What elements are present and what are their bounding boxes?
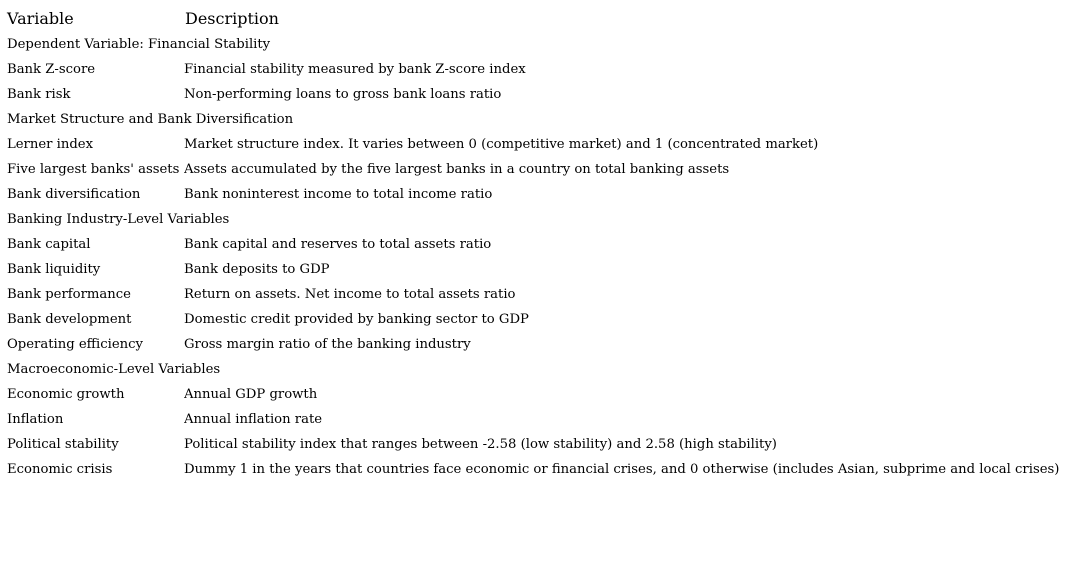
section-heading: Macroeconomic-Level Variables (7, 362, 221, 377)
table-row (7, 57, 1062, 82)
variable-description: Return on assets. Net income to total assets ratio (184, 287, 516, 302)
variable-description: Annual GDP growth (184, 387, 318, 402)
variable-description: Annual inflation rate (184, 412, 323, 427)
variable-name: Bank liquidity (7, 262, 101, 277)
table-row (7, 457, 1062, 482)
table-row (7, 257, 1062, 282)
variable-description: Bank deposits to GDP (184, 262, 330, 277)
variable-description: Bank noninterest income to total income ratio (184, 187, 493, 202)
table-row (7, 157, 1062, 182)
variable-name: Operating efficiency (7, 337, 143, 352)
variable-description: Market structure index. It varies between 0 (competitive market) and 1 (concentrated market) (184, 137, 819, 152)
table-row (7, 407, 1062, 432)
variable-name: Five largest banks' assets (7, 162, 180, 177)
table-row (7, 282, 1062, 307)
variable-name: Bank Z-score (7, 62, 96, 77)
variable-name: Inflation (7, 412, 64, 427)
variable-column-header: Variable (7, 9, 74, 28)
table-row (7, 232, 1062, 257)
table-row (7, 132, 1062, 157)
variable-description: Financial stability measured by bank Z-score index (184, 62, 526, 77)
table-header (7, 6, 1062, 31)
table-row (7, 307, 1062, 332)
table-row (7, 432, 1062, 457)
variables-table (7, 6, 1062, 482)
variable-name: Bank capital (7, 237, 91, 252)
variable-description: Dummy 1 in the years that countries face economic or financial crises, and 0 otherwise (includes Asian, subprime and local crises) (184, 462, 1060, 477)
variable-name: Economic crisis (7, 462, 113, 477)
section-heading: Market Structure and Bank Diversification (7, 112, 294, 127)
section-heading: Banking Industry-Level Variables (7, 212, 230, 227)
variable-description: Bank capital and reserves to total assets ratio (184, 237, 492, 252)
table-row (7, 82, 1062, 107)
variable-name: Lerner index (7, 137, 94, 152)
variable-description: Political stability index that ranges between -2.58 (low stability) and 2.58 (high stability) (184, 437, 777, 452)
variable-name: Political stability (7, 437, 119, 452)
variable-name: Economic growth (7, 387, 125, 402)
variable-name: Bank risk (7, 87, 71, 102)
table-row (7, 182, 1062, 207)
variable-description: Assets accumulated by the five largest banks in a country on total banking assets (184, 162, 730, 177)
variable-description: Non-performing loans to gross bank loans ratio (184, 87, 502, 102)
variable-name: Bank development (7, 312, 132, 327)
table-row (7, 332, 1062, 357)
section-heading: Dependent Variable: Financial Stability (7, 37, 271, 52)
variable-name: Bank performance (7, 287, 131, 302)
variable-description: Gross margin ratio of the banking industry (184, 337, 471, 352)
variable-description: Domestic credit provided by banking sector to GDP (184, 312, 529, 327)
description-column-header: Description (185, 9, 279, 28)
table-body (7, 32, 1062, 482)
variable-name: Bank diversification (7, 187, 141, 202)
table-row (7, 382, 1062, 407)
